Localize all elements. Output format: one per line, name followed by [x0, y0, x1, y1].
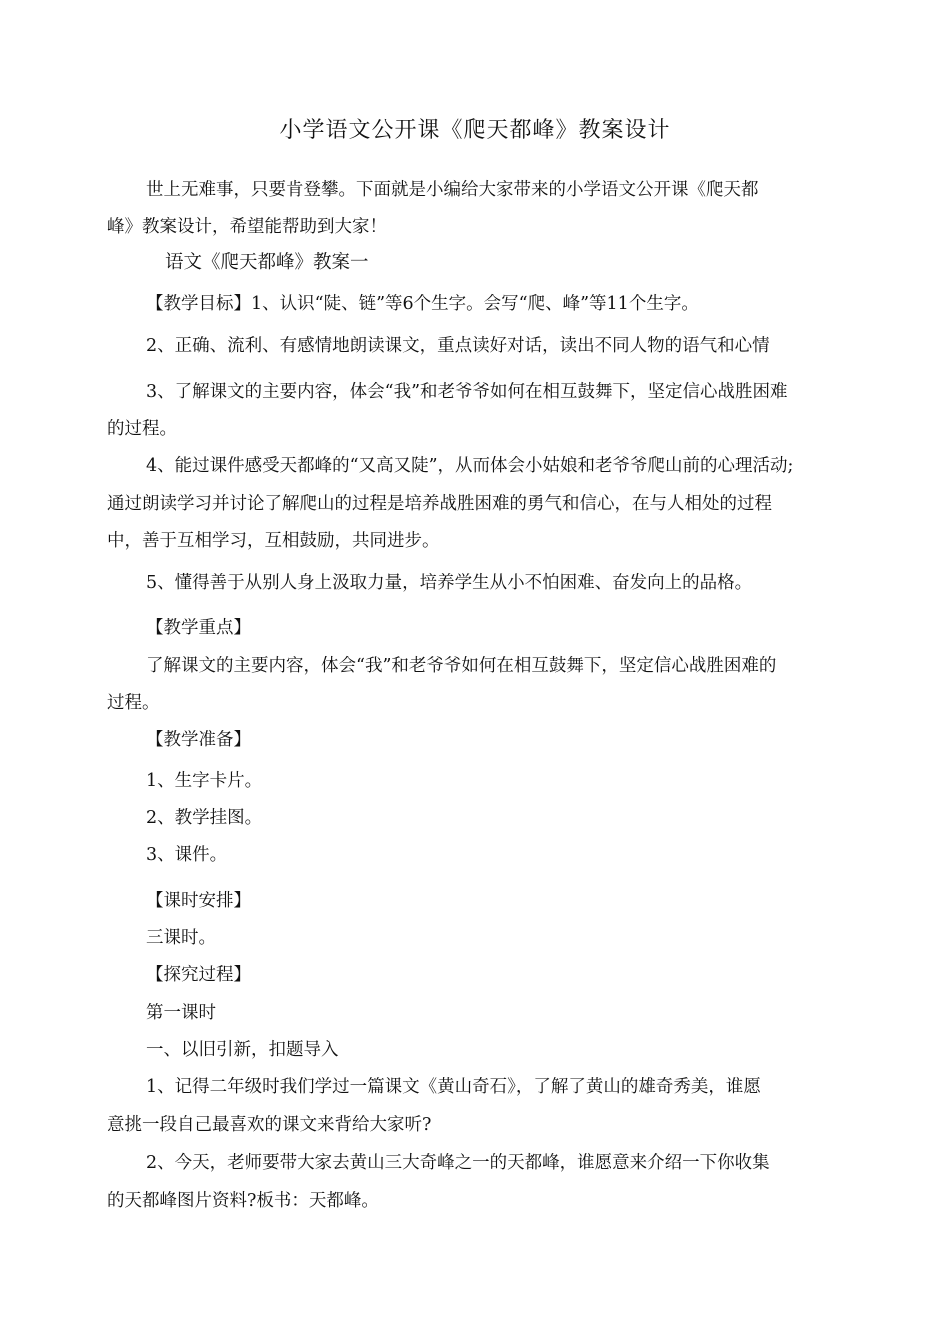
goal-3-line-2: 的过程。 — [107, 419, 177, 439]
schedule-heading: 【课时安排】 — [146, 891, 251, 911]
prep-heading: 【教学准备】 — [146, 730, 251, 750]
goal-2: 2、正确、流利、有感情地朗读课文，重点读好对话，读出不同人物的语气和心情 — [146, 336, 770, 356]
intro-line-2: 峰》教案设计，希望能帮助到大家！ — [107, 217, 387, 237]
goal-1: 【教学目标】1、认识“陡、链”等6个生字。会写“爬、峰”等11个生字。 — [146, 294, 699, 314]
goal-4-line-2: 通过朗读学习并讨论了解爬山的过程是培养战胜困难的勇气和信心，在与人相处的过程 — [107, 494, 772, 514]
prep-item-3: 3、课件。 — [146, 845, 228, 865]
lesson-1-heading: 第一课时 — [146, 1003, 216, 1023]
intro-line-1: 世上无难事，只要肯登攀。下面就是小编给大家带来的小学语文公开课《爬天都 — [146, 180, 759, 200]
process-heading: 【探究过程】 — [146, 965, 251, 985]
section-subtitle: 语文《爬天都峰》教案一 — [165, 252, 369, 273]
goal-3-line-1: 3、了解课文的主要内容，体会“我”和老爷爷如何在相互鼓舞下，坚定信心战胜困难 — [146, 382, 788, 402]
goal-4-line-1: 4、能过课件感受天都峰的“又高又陡”，从而体会小姑娘和老爷爷爬山前的心理活动; — [146, 456, 794, 476]
focus-heading: 【教学重点】 — [146, 618, 251, 638]
step-1-heading: 一、以旧引新，扣题导入 — [146, 1040, 339, 1060]
step-1-1-line-2: 意挑一段自己最喜欢的课文来背给大家听? — [107, 1115, 432, 1135]
focus-line-1: 了解课文的主要内容，体会“我”和老爷爷如何在相互鼓舞下，坚定信心战胜困难的 — [146, 656, 777, 676]
step-1-2-line-1: 2、今天，老师要带大家去黄山三大奇峰之一的天都峰，谁愿意来介绍一下你收集 — [146, 1153, 770, 1173]
document-title: 小学语文公开课《爬天都峰》教案设计 — [279, 118, 671, 143]
goal-4-line-3: 中，善于互相学习，互相鼓励，共同进步。 — [107, 531, 440, 551]
goal-5: 5、懂得善于从别人身上汲取力量，培养学生从小不怕困难、奋发向上的品格。 — [146, 573, 753, 593]
prep-item-1: 1、生字卡片。 — [146, 771, 263, 791]
focus-line-2: 过程。 — [107, 693, 160, 713]
prep-item-2: 2、教学挂图。 — [146, 808, 263, 828]
schedule-text: 三课时。 — [146, 928, 216, 948]
step-1-2-line-2: 的天都峰图片资料?板书：天都峰。 — [107, 1191, 379, 1211]
step-1-1-line-1: 1、记得二年级时我们学过一篇课文《黄山奇石》，了解了黄山的雄奇秀美，谁愿 — [146, 1077, 761, 1097]
